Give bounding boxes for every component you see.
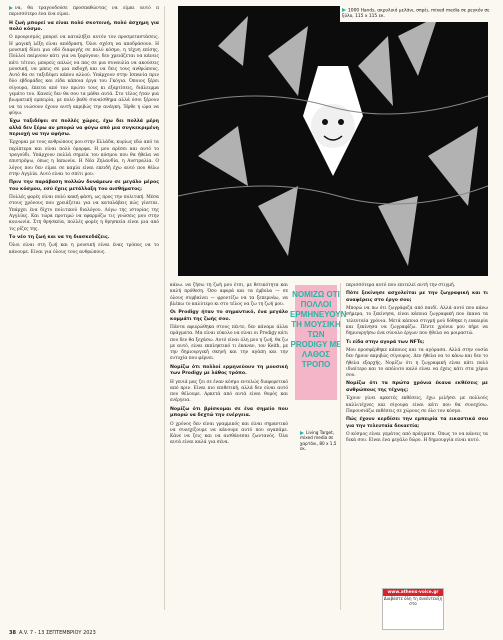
promo-url[interactable]: www.athens-voice.gr <box>383 589 443 596</box>
paragraph: Μου προσφέρθηκε κάποιος και τα αγόρασα. Αλλά στην ουσία δεν ήμουν ακριβώς σίγουρος. Δεν ήθελα να το κάνω και δεν το ήθελα εξαρχής. Νομίζω ότι η ζωγραφική είναι κάτι πολύ ιδιαίτερο και το απόλυτο καλό είναι να έχεις κάτι στα χέρια σου. <box>346 348 488 379</box>
question-1: Η ζωή μπορεί να είναι πολύ σκοτεινή, πολύ άσχημη για πολύ κόσμο. <box>9 20 159 32</box>
hero-artwork-image <box>178 6 488 276</box>
question: Πώς έχουν κερδίσει την εμπειρία τα εικαστικά σου για την τελευταία δεκαετία; <box>346 417 488 429</box>
triangle-marker-icon <box>9 6 13 10</box>
promo-text: Διαβάστε όλη τη συνέντευξη στο <box>383 596 443 606</box>
question: Τι είδα στην αγορά των NFTs; <box>346 339 425 345</box>
paragraph: Πάντα αφιερώθηκα στους πέντε, δεν κάναμε άλλα πράγματα. Μα είναι εύκολο να είναι οι Prodigy κάτι που δεν θα ξεχάσω. Αυτό είναι όλη μου η ζωή, θα ζω με αυτό, είναι εκπληκτικό τι έκαναν, τον Keith, με την δημιουργική σκηνή και την αγάπη και την ευτυχία που φέρνει. <box>170 325 288 362</box>
question: Πότε ξεκίνησε ασχολείται με την ζωγραφική και τι αναφέρεις στο έργο σου; <box>346 291 488 303</box>
question: Νομίζω ότι τα πρώτα χρόνια έκανα εκθέσεις με ανθρώπους της τέχνης; <box>346 381 488 393</box>
artwork-illustration <box>178 6 488 276</box>
question-3: Πριν την παράβαση πολλών δυνάμεων σε μεγάλο μέρος του κόσμου, εσύ έχεις μετάλλαξη του αισθήματος; <box>9 180 159 192</box>
paragraph: κάνω. να ζήσω τη ζωή μου έτσι, με θετικότητα και καλή πρόθεση. Όσο αφορά και τα έμβολα — σε όλους συμβαίνει — φροντίζω να τα ξεπερνάω, να βλέπω το καλύτερο κι στο τέλος να ζω τη ζωή μου. <box>170 283 288 307</box>
column-divider <box>164 6 165 610</box>
answer-2: Έρχομαι με τους ανθρώπους μου στην Ελλάδα, κυρίως εδώ από τα περίπτερα και είναι πολύ όμορφα. Η μου αρέσει και αυτό το τραγούδι. Υπάρχουν πολλά σημεία του κόσμου που θα ήθελα να επιστρέψω, όπως η Ιαπωνία. Η Νέα Ζηλανδία, η Αυστραλία. Ο λόγος που δεν είμαι σε καμία είναι επειδή έχω αυτό που θέλω στην Αγγλία. Αυτό είναι το σπίτι μου. <box>9 140 159 177</box>
article-column-1 <box>9 6 159 258</box>
side-caption: Living Target, mixed media σε χαρτόνι, 80 x 1,5 εκ. <box>300 430 337 452</box>
question-2: Έχω ταξιδέψει σε πολλές χώρες, έχω δει πολλά μέρη αλλά δεν ξέρω αν μπορώ να φύγω από μια συγκεκριμένη περιοχή να την αφήσω. <box>9 119 159 138</box>
question: Νομίζω ότι πολλοί ερμηνεύουν τη μουσική των Prodigy με λάθος τρόπο. <box>170 364 288 377</box>
hero-caption: 1000 Hands, ακρυλικό μελάνι, σπρέι, mixed media σε ρεγκόν σε ξύλο, 115 x 115 εκ. <box>340 6 492 22</box>
question: Νομίζω ότι βρίσκομαι σε ένα σημείο που μπορώ να δεχτώ την ενέργεια. <box>170 406 288 419</box>
page-footer <box>9 630 96 636</box>
answer-1: Ο προορισμός μπορεί να καταλήξει αυτόν τον προσμεταστάσεις. Η μαγική λέξη είναι απόδραση. Όλοι σχέση να αποδράσουν. Η μουσική δίνει μια οδό διαφυγής σε πολύ κόσμο, η τέχνη επίσης. Πολλοί παίρνουν κάτι για να ξεφύγουν, δεν χρειάζεται να κάνεις κάτι τέτοιο, μπορείς απλώς να πας σε μια συναυλία να ακούσεις μουσική, να μπεις σε μια εκδοχή και να δεις τους ανθρώπους. Αυτό θα σε ταξιδέψει κάπου αλλού. Υπάρχουν στην Ισπανία πριν δύο εβδομάδες και είδα κάποια έργα του Γκόγια. Όποιος ξέρει σίγουρα, έπειτα από τον πρώτο τους κι εξαρτίσεις, διάλειμμα γεμάτο του. Κανείς δεν θα σου τα μάθει αυτά. Στο τέλος ήταν μια βιωματική εμπειρία, με πολύ βαθύ συναίσθημα αλλά όσοι ξέρουν να τα νιώσουν έχουν αυτή ακριβώς την ανάγκη. Ήρθε η ώρα να φύγω. <box>9 35 159 116</box>
question-4: Το νέο τη ζωή και να τη διασκεδάζεις. <box>9 234 110 240</box>
intro-paragraph: να, θα τραγουδούσε προσπαθώντας να είμαι αυτό π περισσότερο ένα ένα είμαι. <box>9 6 159 18</box>
pullquote: ΝΟΜΙΖΩ ΟΤΙ ΠΟΛΛΟΙ ΕΡΜΗΝΕΥΟΥΝ ΤΗ ΜΟΥΣΙΚΗ ΤΩΝ PRODIGY ΜΕ ΛΑΘΟΣ ΤΡΟΠΟ <box>290 290 347 369</box>
issue-info: A.V. 7 - 13 ΣΕΠΤΕΜΒΡΙΟΥ 2023 <box>18 630 96 636</box>
triangle-marker-icon <box>300 431 304 435</box>
question: Οι Prodigy ήταν το σημαντικό, ένα μεγάλο κομμάτι της ζωής σου. <box>170 310 288 322</box>
paragraph: Μπορώ να πω ότι ζωγράφιζα από παιδί. Αλλά αυτό που κάνω σήμερα, το ξεκίνησα, είναι κάποια ζωγραφική που έκανα τα τελευταία χρόνια. Μετά κάποια στιγμή μού δόθηκε η ευκαιρία και ξεκίνησα να ζωγραφίζω. Πέντε χρόνια μου πήρε να δημιουργήσω ένα σύνολο έργων που ήθελα να μοιραστώ. <box>346 306 488 337</box>
article-column-2 <box>170 283 288 449</box>
paragraph: Ο χρόνος δεν είναι γραμμικός και είναι σημαντικό να συνεχίζουμε να κάνουμε αυτό που αγαπάμε. Κάνε να ζεις και να αισθάνεσαι ζωντανός. Όλα αυτά είναι καλά για σένα. <box>170 421 288 446</box>
paragraph: Ο κόσμος είναι γεμάτος από πράγματα. Όπως το να κάνεις τα δικά σου. Είναι ένα μεγάλο δώρο. Η δημιουργία είναι αυτό. <box>346 432 488 444</box>
article-column-3 <box>346 283 488 447</box>
answer-3: Πολλές φορές είναι πολύ κακή φάση, ως προς την πολιτική. Μέσα στους χρόνους που χρειάζεται για να καταλάβεις πώς γίνεται. Υπάρχει ένα δίχτυ πολιτικού διαλόγου. Λόγω της ιστορίας της Αγγλίας. Και τώρα προτιμώ να εφαρμόζω τις γνώσεις μου στην κοινωνία. Στη θρησκεία, πολλές φορές η θρησκεία είναι μια από τις ρίζες της. <box>9 195 159 232</box>
paragraph: Έχουν γίνει αρκετές εκθέσεις, έχω μιλήσει με πολλούς καλλιτέχνες και σίγουρα είναι κάτι που θα συνεχίσω. Παρουσιάζω εκθέσεις σε χώρους σε όλο τον κόσμο. <box>346 396 488 414</box>
paragraph: περισσότερα αυτό που επιτελεί αυτή την στιγμή. <box>346 283 456 288</box>
paragraph: Η γενιά μας ζει σε έναν κόσμο εντελώς διαφορετικό από πριν. Είναι πιο επιθετική, αλλά δεν είναι αυτό που θέλουμε. Αρκετά από αυτά είναι θυμός και ενέργεια. <box>170 379 288 404</box>
triangle-marker-icon <box>342 8 346 12</box>
page-number: 38 <box>9 630 16 636</box>
website-promo-box[interactable] <box>382 588 444 630</box>
answer-4: Όλοι είναι στη ζωή και η μουσική είναι ένας τρόπος να το κάνουμε. Είναι για όλους τους ανθρώπους. <box>9 243 159 255</box>
column-divider <box>340 283 341 610</box>
